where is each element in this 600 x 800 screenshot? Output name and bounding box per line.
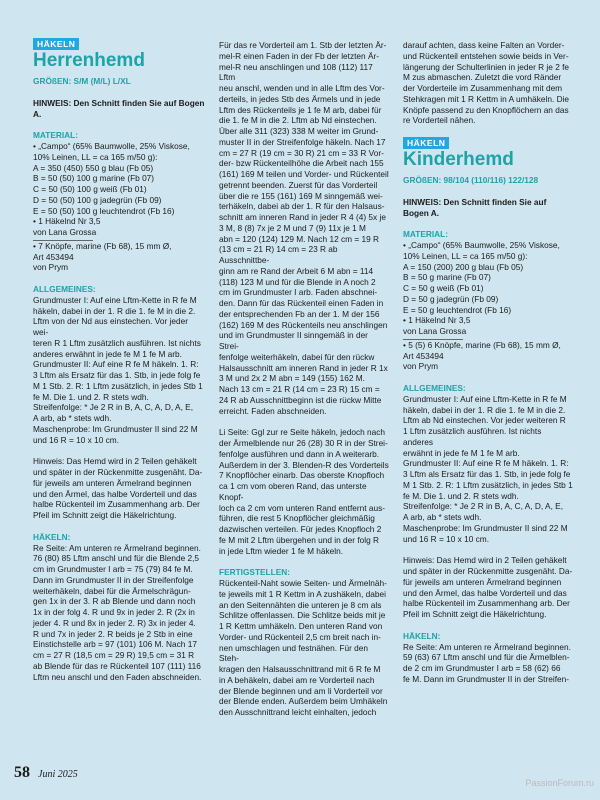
material-line: B = 50 g marine (Fb 07): [403, 272, 491, 283]
text-line: 1 Lftm zusätzlich ausführen. Ist nichts anderes: [403, 426, 542, 447]
text-line: M 1 Stb. 2. R: 1 Lftm zusätzlich, in jedes Stb 1: [403, 479, 573, 490]
article-title: Kinderhemd: [403, 149, 514, 170]
text-line: fenfolge weiterhäkeln, dabei für den rückw: [219, 351, 375, 362]
text-line: der Vorderteile im Zusammenhang mit dem: [403, 83, 563, 93]
sizes-heading: GRÖßEN: S/M (M/L) L/XL: [33, 76, 131, 86]
material-heading: MATERIAL:: [33, 130, 79, 141]
text-line: und später in der Rückenmitte zusgenäht. Da-: [403, 566, 573, 576]
text-line: gen 1x in der 3. R ab Blende und dann noch: [33, 596, 196, 607]
text-line: Schlitze offenlassen. Die Schlitze beids mit je: [219, 610, 386, 621]
text-line: der Ärmelblende nur 26 (28) 30 R in der Strei-: [219, 438, 388, 448]
text-line: Über alle 311 (323) 338 M weiter im Grund-: [219, 126, 379, 136]
text-line: Grundmuster I: Auf eine Lftm-Kette in R fe M: [33, 294, 197, 305]
column-3: [403, 40, 573, 685]
text-line: 3 M und 2x 2 M abn = 149 (155) 162 M.: [219, 373, 365, 384]
text-line: der entsprechenden Fb an der 1. M der 156: [219, 308, 380, 319]
text-line: und später in der Rückenmitte zusgenäht. Da-: [33, 467, 203, 477]
text-line: 3 Lftm als Ersatz für das 1. Stb, in jede folg fe: [33, 370, 201, 380]
text-line: dazwischen verteilen. Für jedes Knopfloch 2: [219, 524, 382, 534]
text-line: und im Grundmuster II sinngemäß in der Strei-: [219, 330, 368, 351]
material-line: Art 453494: [33, 251, 74, 262]
text-line: und den Ärmel, das halbe Vorderteil und das: [403, 587, 567, 598]
text-line: die 1. fe M in die 2. Lftm ab Nd einstechen.: [219, 115, 377, 126]
text-line: Re Seite: Am unteren re Ärmelrand beginnen.: [403, 641, 571, 652]
text-line: de 2 cm im Grundmuster I arb = 58 (62) 66: [403, 663, 561, 673]
text-line: (161) 169 M teilen und Vorder- und Rückenteil: [219, 169, 389, 179]
text-line: cm im Grundmuster I arb = 75 (79) 84 fe M.: [33, 564, 193, 574]
text-line: erwähnt in jede fe M 1 fe M arb.: [403, 447, 520, 458]
text-line: Pfeil im Schnitt zeigt die Häkelrichtung.: [33, 510, 177, 520]
crochet-heading: HÄKELN:: [403, 630, 441, 641]
text-line: Maschenprobe: Im Grundmuster II sind 22 M: [403, 522, 568, 533]
page-footer: [14, 764, 78, 782]
text-line: und den Ärmel, das halbe Vorderteil und das: [33, 488, 197, 499]
material-heading: MATERIAL:: [403, 229, 449, 240]
material-line: 10% Leinen, LL = ca 165 m/50 g):: [33, 151, 158, 162]
material-line: D = 50 g jadegrün (Fb 09): [403, 293, 499, 304]
text-line: Einstichstelle arb = 97 (101) 106 M. Nach 17: [33, 639, 197, 650]
column-1: [33, 38, 205, 682]
note-paragraph: [33, 456, 205, 521]
text-line: Grundmuster II: Auf eine R fe M häkeln. 1. R:: [33, 359, 199, 370]
crochet-text: [403, 642, 573, 685]
text-line: ab Blende für das re Rückenteil 107 (111) 116: [33, 660, 201, 671]
text-line: 76 (80) 85 Lftm anschl und für die Blende 2,5: [33, 553, 200, 564]
text-line: Hinweis: Das Hemd wird in 2 Teilen gehäkelt: [403, 555, 567, 566]
hint-text: HINWEIS: Den Schnitt finden Sie auf Bogen A.: [33, 97, 205, 119]
text-line: terhäkeln, dabei ab der 1. R für den Halsaus-: [219, 201, 385, 212]
text-line: Stehkragen mit 1 R Kettm in A umhäkeln. Die: [403, 93, 570, 104]
text-line: für jeweils am unteren Ärmelrand beginnen: [33, 477, 192, 488]
general-heading: ALLGEMEINES:: [33, 284, 96, 294]
material-line: • „Campo“ (65% Baumwolle, 25% Viskose,: [33, 141, 190, 151]
text-line: an den Seitennähten die unteren je 8 cm als: [219, 599, 382, 610]
text-line: Vorder- und Rückenteil 2,5 cm breit nach in-: [219, 631, 381, 642]
text-line: häkeln, dabei in der 1. R die 1. fe M in die 2.: [403, 404, 566, 415]
material-line: C = 50 g weiß (Fb 01): [403, 283, 484, 293]
material-line: von Prym: [33, 262, 69, 273]
text-line: schnitt am inneren Rand in jeder R 4 (4) 5x je: [219, 212, 386, 222]
text-line: kragen den Halsausschnittrand mit 6 R fe M: [219, 664, 381, 674]
text-line: 24 R ab Ausschnittbeginn ist die rückw Mitte: [219, 394, 382, 405]
material-line: D = 50 (50) 100 g jadegrün (Fb 09): [33, 194, 162, 205]
material-line: • 7 Knöpfe, marine (Fb 68), 15 mm Ø,: [33, 240, 172, 251]
text-line: abn = 120 (124) 129 M. Nach 12 cm = 19 R: [219, 233, 380, 244]
paragraph: [219, 40, 389, 416]
text-line: jeder 4. R und 8x in jeder 2. R) 3x in jeder 4.: [33, 617, 196, 628]
issue-date: Juni 2025: [38, 769, 78, 780]
text-line: Hinweis: Das Hemd wird in 2 Teilen gehäkelt: [33, 456, 197, 467]
text-line: den Ausschnittrand leicht einhalten, jedoch: [219, 707, 377, 717]
material-line: C = 50 (50) 100 g weiß (Fb 01): [33, 184, 147, 194]
text-line: Dann im Grundmuster II in der Streifenfolge: [33, 574, 194, 585]
text-line: fe M mit 2 Lftm übergehen und in der folg R: [219, 534, 380, 545]
crochet-heading: HÄKELN:: [33, 531, 71, 542]
text-line: und Rückenteil entstehen sowie beids in Ver-: [403, 50, 569, 61]
paragraph: [403, 40, 573, 126]
text-line: cm = 27 R (18,5 cm = 29 R) 19,5 cm = 31 R: [33, 650, 195, 660]
text-line: Streifenfolge: * Je 2 R in B, A, C, A, D, A, E,: [403, 501, 564, 512]
page-number: 58: [14, 764, 30, 781]
text-line: muster II in der Streifenfolge häkeln. Nach 17: [219, 136, 386, 147]
text-line: 1x in der folg 4. R und 9x in jeder 2. R (2x in: [33, 607, 195, 617]
text-line: Re Seite: Am unteren re Ärmelrand beginnen.: [33, 542, 201, 553]
text-line: cm = 27 R (19 cm = 30 R) 21 cm = 33 R Vor-: [219, 147, 384, 158]
material-line: • „Campo“ (65% Baumwolle, 25% Viskose,: [403, 240, 560, 250]
crochet-text: [33, 543, 205, 683]
text-line: halbe Rückenteil im Zusammenhang arb. Der: [33, 499, 200, 510]
text-line: R und 7x in jeder 2. R beids je 2 Stb in eine: [33, 628, 193, 639]
material-line: von Prym: [403, 361, 439, 372]
material-line: B = 50 (50) 100 g marine (Fb 07): [33, 173, 155, 184]
text-line: Lftm ab Nd einstechen. Vor jeder weiteren R: [403, 415, 566, 426]
text-line: (13 cm = 21 R) 14 cm = 23 R ab Ausschnittbe-: [219, 244, 338, 265]
text-line: nen umschlagen und festnähen. Für den Steh-: [219, 642, 368, 664]
text-line: mel-R einen Faden in der Fb der letzten Är-: [219, 50, 380, 61]
text-line: getrennt beenden. Zuerst für das Vorderteil: [219, 179, 378, 190]
text-line: cm im Grundmuster I arb. Faden abschnei-: [219, 287, 378, 298]
material-line: • 5 (5) 6 Knöpfe, marine (Fb 68), 15 mm Ø,: [403, 339, 561, 350]
note-paragraph: [403, 555, 573, 620]
watermark: PassionForum.ru: [525, 778, 594, 788]
text-line: und 16 R = 10 x 10 cm.: [403, 533, 490, 544]
text-line: ginn am re Rand der Arbeit 6 M abn = 114: [219, 265, 374, 276]
text-line: halbe Rückenteil im Zusammenhang arb. Der: [403, 598, 570, 609]
text-line: längerung der Schulterlinien in jeder R je 2 fe: [403, 61, 570, 72]
text-line: 3 Lftm als Ersatz für das 1. Stb, in jede folg fe: [403, 469, 571, 479]
text-line: Streifenfolge: * Je 2 R in B, A, C, A, D, A, E,: [33, 402, 194, 413]
text-line: Rückenteil-Naht sowie Seiten- und Ärmelnäh-: [219, 578, 387, 588]
text-line: in A behäkeln, dabei am re Vorderteil nach: [219, 674, 375, 685]
material-list: [403, 240, 573, 372]
text-line: derteils, in jedes Stb des Ärmels und in jede: [219, 93, 381, 104]
text-line: neu anschl, wenden und in alle Lftm des Vor-: [219, 83, 385, 93]
text-line: häkeln, dabei in der 1. R die 1. fe M in die 2.: [33, 305, 196, 316]
text-line: 1 R Kettm umhäkeln. Den unteren Rand von: [219, 621, 383, 631]
general-text: [403, 394, 573, 545]
text-line: fe M. Die 1. und 2. R stets wdh.: [33, 391, 149, 402]
text-line: M zus abmaschen. Zuletzt die vord Ränder: [403, 72, 562, 83]
text-line: Lftm des Rückenteils je 1 fe M arb, dabei für: [219, 104, 382, 115]
text-line: und 16 R = 10 x 10 cm.: [33, 434, 120, 445]
text-line: den. Dann für das Rückenteil einen Faden in: [219, 298, 384, 308]
text-line: in jede Lftm wieder 1 fe M häkeln.: [219, 545, 344, 556]
text-line: erreicht. Faden abschneiden.: [219, 405, 327, 416]
text-line: A arb, ab * stets wdh.: [403, 512, 482, 522]
section-tag: HÄKELN: [33, 38, 79, 50]
text-line: der Blende beginnen und am li Vorderteil vor: [219, 685, 383, 696]
text-line: te jeweils mit 1 R Kettm in A zushäkeln, dabei: [219, 588, 386, 599]
paragraph: [219, 427, 389, 556]
text-line: Grundmuster I: Auf eine Lftm-Kette in R fe M: [403, 393, 567, 404]
text-line: weiterhäkeln, dabei für die Ärmelschrägun-: [33, 585, 191, 596]
material-line: • 1 Häkelnd Nr 3,5: [403, 315, 471, 326]
text-line: Knöpfe passend zu den Knopflöchern an das: [403, 104, 569, 115]
text-line: fe M. Die 1. und 2. R stets wdh.: [403, 490, 519, 501]
text-line: 7 Knopflöcher einarb. Das oberste Knopfloch: [219, 470, 385, 481]
text-line: über die re 155 (161) 169 M sinngemäß wei-: [219, 190, 383, 201]
text-line: (162) 169 M des Rückenteils neu anschlingen: [219, 319, 388, 330]
text-line: Außerdem in der 3. Blenden-R des Vorderteils: [219, 459, 389, 470]
text-line: der Blende enden. Außerdem beim Umhäkeln: [219, 696, 388, 707]
text-line: teren R 1 Lftm zusätzlich ausführen. Ist nichts: [33, 337, 201, 348]
text-line: Grundmuster II: Auf eine R fe M häkeln. 1. R:: [403, 458, 569, 469]
material-line: A = 350 (450) 550 g blau (Fb 05): [33, 162, 154, 173]
finishing-heading: FERTIGSTELLEN:: [219, 567, 290, 578]
text-line: Maschenprobe: Im Grundmuster II sind 22 M: [33, 423, 198, 434]
material-line: Art 453494: [403, 350, 444, 361]
material-line: E = 50 (50) 100 g leuchtendrot (Fb 16): [33, 205, 175, 216]
text-line: führen, die rest 5 Knopflöcher gleichmäßig: [219, 513, 375, 524]
sizes-heading: GRÖßEN: 98/104 (110/116) 122/128: [403, 175, 539, 185]
text-line: 59 (63) 67 Lftm anschl und für die Ärmelblen-: [403, 652, 570, 663]
column-2: [219, 40, 389, 718]
text-line: 3 M, 8 (8) 7x je 2 M und 7 (9) 11x je 1 M: [219, 222, 366, 233]
text-line: der- bzw Rückenteilhöhe die Arbeit nach 155: [219, 158, 384, 169]
material-list: [33, 141, 205, 273]
article-title: Herrenhemd: [33, 50, 145, 71]
hint-text: HINWEIS: Den Schnitt finden Sie auf Bogen A.: [403, 196, 547, 218]
text-line: für jeweils am unteren Ärmelrand beginnen: [403, 576, 562, 587]
text-line: ca 1 cm vom oberen Rand, das unterste Knopf-: [219, 481, 367, 502]
text-line: loch ca 2 cm vom unteren Rand entfernt aus-: [219, 502, 386, 513]
text-line: Li Seite: Ggl zur re Seite häkeln, jedoch nach: [219, 427, 386, 438]
text-line: mel-R neu anschlingen und 108 (112) 117 Lftm: [219, 61, 373, 83]
material-line: A = 150 (200) 200 g blau (Fb 05): [403, 261, 524, 272]
text-line: Nach 13 cm = 21 R (14 cm = 23 R) 15 cm =: [219, 384, 380, 394]
text-line: darauf achten, dass keine Falten an Vorder-: [403, 40, 565, 50]
material-line: von Lana Grossa: [403, 326, 467, 336]
finishing-text: [219, 578, 389, 718]
material-line: • 1 Häkelnd Nr 3,5: [33, 216, 101, 227]
general-text: [33, 295, 205, 446]
text-line: Für das re Vorderteil am 1. Stb der letzten Är-: [219, 40, 387, 50]
text-line: fe M. Dann im Grundmuster II in der Streifen-: [403, 673, 569, 684]
text-line: A arb, ab * stets wdh.: [33, 413, 112, 423]
material-line: von Lana Grossa: [33, 227, 97, 237]
material-line: 10% Leinen, LL = ca 165 m/50 g):: [403, 250, 528, 261]
text-line: anderes erwähnt in jede fe M 1 fe M arb.: [33, 348, 182, 359]
text-line: re Vorderteil nähen.: [403, 115, 476, 126]
text-line: Lftm von der Nd aus einstechen. Vor jeder wei-: [33, 316, 188, 337]
general-heading: ALLGEMEINES:: [403, 383, 466, 393]
text-line: fenfolge ausführen und dann in A weiterarb.: [219, 448, 380, 459]
text-line: Lftm neu anschl und den Faden abschneiden.: [33, 671, 202, 682]
material-line: E = 50 g leuchtendrot (Fb 16): [403, 304, 512, 315]
text-line: Pfeil im Schnitt zeigt die Häkelrichtung.: [403, 609, 547, 619]
text-line: M 1 Stb. 2. R: 1 Lftm zusätzlich, in jedes Stb 1: [33, 380, 203, 391]
section-tag: HÄKELN: [403, 137, 449, 149]
text-line: Halsausschnitt am inneren Rand in jeder R 1x: [219, 362, 388, 373]
text-line: (118) 123 M und für die Blende in A noch 2: [219, 276, 376, 287]
